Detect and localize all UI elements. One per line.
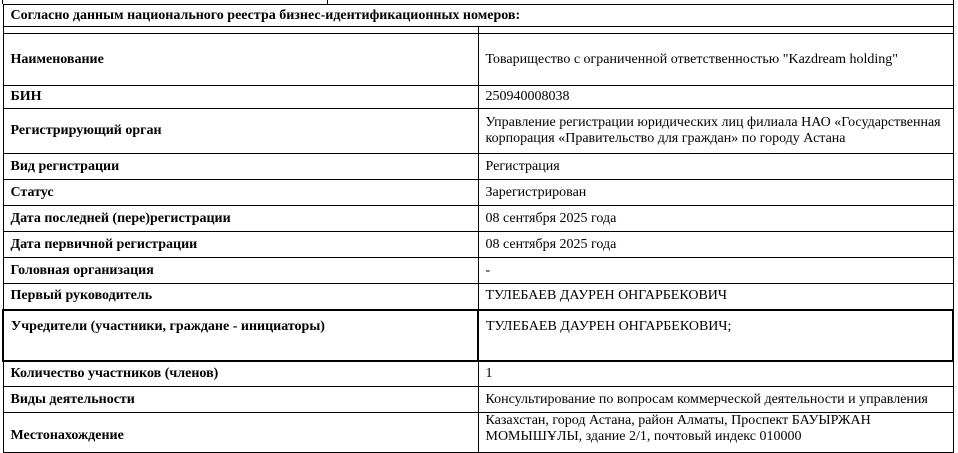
row-label-head-organization: Головная организация xyxy=(3,258,478,284)
row-value-last-registration-date: 08 сентября 2025 года xyxy=(478,206,953,232)
row-label-name: Наименование xyxy=(3,34,478,86)
row-value-registration-type: Регистрация xyxy=(478,154,953,180)
table-row-status xyxy=(3,180,953,206)
registry-table xyxy=(2,4,954,453)
row-label-status: Статус xyxy=(3,180,478,206)
row-label-bin: БИН xyxy=(3,86,478,109)
row-label-location: Местонахождение xyxy=(3,413,478,453)
previous-table-edge xyxy=(2,0,954,4)
table-row-registration-type xyxy=(3,154,953,180)
row-label-participants-count: Количество участников (членов) xyxy=(3,361,478,387)
row-label-first-manager: Первый руководитель xyxy=(3,284,478,310)
section-header: Согласно данным национального реестра бизнес-идентификационных номеров: xyxy=(3,5,953,27)
row-label-last-registration-date: Дата последней (пере)регистрации xyxy=(3,206,478,232)
row-value-location: Казахстан, город Астана, район Алматы, Проспект БАУЫРЖАН МОМЫШҰЛЫ, здание 2/1, почтовый индекс 010000 xyxy=(478,413,953,453)
table-row-last-registration-date xyxy=(3,206,953,232)
row-value-activities: Консультирование по вопросам коммерческой деятельности и управления xyxy=(478,387,953,413)
row-value-initial-registration-date: 08 сентября 2025 года xyxy=(478,232,953,258)
row-label-founders: Учредители (участники, граждане - инициаторы) xyxy=(3,310,478,361)
registry-document xyxy=(2,0,954,453)
row-label-registering-authority: Регистрирующий орган xyxy=(3,109,478,154)
table-row-location xyxy=(3,413,953,453)
table-row-first-manager xyxy=(3,284,953,310)
table-row-founders xyxy=(3,310,953,361)
row-value-head-organization: - xyxy=(478,258,953,284)
table-row-activities xyxy=(3,387,953,413)
table-row-participants-count xyxy=(3,361,953,387)
table-row-head-organization xyxy=(3,258,953,284)
table-row-initial-registration-date xyxy=(3,232,953,258)
table-row-bin xyxy=(3,86,953,109)
row-value-name: Товарищество с ограниченной ответственностью "Kazdream holding" xyxy=(478,34,953,86)
row-value-first-manager: ТУЛЕБАЕВ ДАУРЕН ОНГАРБЕКОВИЧ xyxy=(478,284,953,310)
row-label-registration-type: Вид регистрации xyxy=(3,154,478,180)
row-value-participants-count: 1 xyxy=(478,361,953,387)
row-value-founders: ТУЛЕБАЕВ ДАУРЕН ОНГАРБЕКОВИЧ; xyxy=(478,310,953,361)
row-value-registering-authority: Управление регистрации юридических лиц филиала НАО «Государственная корпорация «Правительство для граждан» по городу Астана xyxy=(478,109,953,154)
table-row-name xyxy=(3,34,953,86)
row-value-bin: 250940008038 xyxy=(478,86,953,109)
section-header-row xyxy=(3,5,953,27)
table-row-registering-authority xyxy=(3,109,953,154)
row-label-initial-registration-date: Дата первичной регистрации xyxy=(3,232,478,258)
row-value-status: Зарегистрирован xyxy=(478,180,953,206)
row-label-activities: Виды деятельности xyxy=(3,387,478,413)
